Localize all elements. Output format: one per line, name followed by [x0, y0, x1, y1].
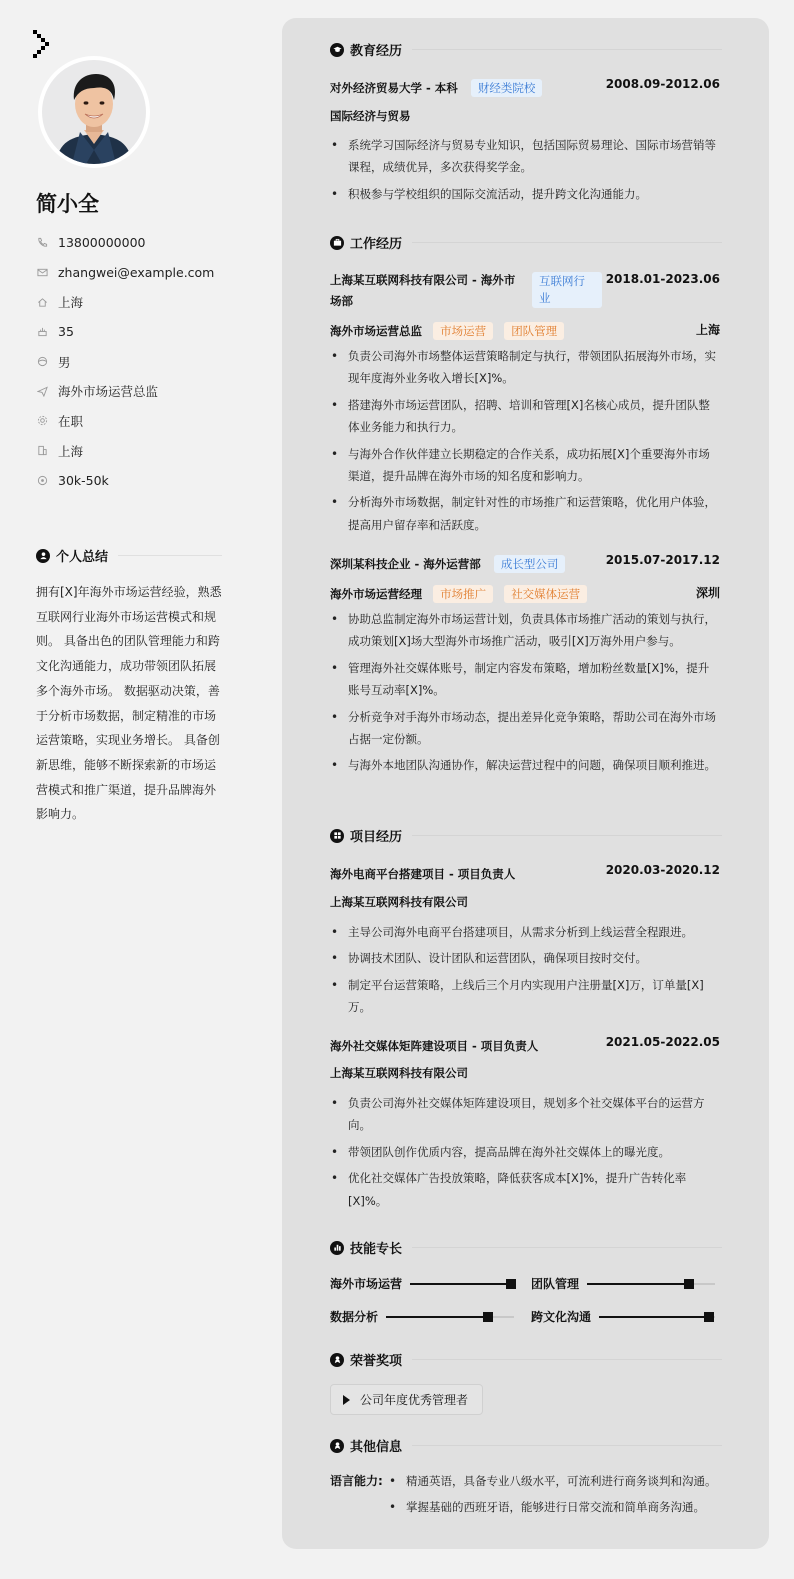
project-org: 上海某互联网科技有限公司	[330, 1066, 468, 1080]
phone-row	[36, 228, 266, 258]
list-item: • 负责公司海外市场整体运营策略制定与执行，带领团队拓展海外市场，实现年度海外业务收入增长[X]%。	[330, 345, 720, 390]
job-role: 海外市场运营经理	[330, 587, 422, 601]
skill-bar	[410, 1283, 516, 1285]
age-value: 35	[58, 324, 74, 340]
avatar	[38, 56, 150, 168]
education-date: 2008.09-2012.06	[605, 77, 720, 91]
divider	[412, 1247, 722, 1248]
list-item: • 精通英语，具备专业八级水平，可流利进行商务谈判和沟通。	[388, 1470, 722, 1492]
skill-bar	[599, 1316, 715, 1318]
avatar-photo	[42, 60, 146, 164]
gender-icon	[36, 356, 48, 368]
job-header	[330, 270, 720, 312]
work-heading	[330, 233, 722, 252]
job-company: 深圳某科技企业 - 海外运营部	[330, 557, 481, 571]
projects-title: 项目经历	[350, 830, 403, 845]
skill-item	[531, 1275, 715, 1292]
skill-item	[330, 1275, 516, 1292]
gender-value: 男	[58, 354, 71, 370]
job-bullets	[330, 608, 720, 781]
skill-item	[531, 1308, 715, 1325]
sidebar	[0, 0, 282, 1579]
info-icon	[330, 1439, 344, 1453]
building-icon	[36, 445, 48, 457]
target-city-row	[36, 436, 266, 466]
email-row	[36, 258, 266, 288]
salary-value: 30k-50k	[58, 472, 109, 488]
awards-title: 荣誉奖项	[350, 1354, 403, 1369]
skill-item	[330, 1308, 514, 1325]
gender-row	[36, 347, 266, 377]
send-icon	[36, 385, 48, 397]
summary-title: 个人总结	[56, 550, 109, 565]
skill-bar-knob	[483, 1312, 493, 1322]
skill-name: 数据分析	[330, 1310, 379, 1324]
job-tag: 互联网行业	[532, 272, 602, 308]
location-value: 上海	[58, 295, 84, 311]
skill-name: 海外市场运营	[330, 1277, 403, 1291]
contact-info	[36, 228, 266, 495]
location-row	[36, 287, 266, 317]
graduation-cap-icon	[330, 43, 344, 57]
job-role-tag: 市场推广	[433, 585, 493, 603]
skill-bar-fill	[599, 1316, 709, 1318]
job-city: 深圳	[695, 586, 720, 600]
list-item: • 负责公司海外社交媒体矩阵建设项目，规划多个社交媒体平台的运营方向。	[330, 1092, 720, 1137]
skill-name: 跨文化沟通	[531, 1310, 592, 1324]
job-date: 2015.07-2017.12	[605, 553, 720, 567]
user-icon	[36, 549, 50, 563]
job-tag: 成长型公司	[494, 555, 566, 573]
other-title: 其他信息	[350, 1440, 403, 1455]
project-header	[330, 1035, 720, 1054]
education-heading	[330, 40, 722, 59]
cake-icon	[36, 326, 48, 338]
bar-chart-icon	[330, 1241, 344, 1255]
job-role-tag: 社交媒体运营	[504, 585, 587, 603]
status-row	[36, 406, 266, 436]
divider	[118, 555, 222, 556]
job-role-row	[330, 583, 720, 603]
skill-bar	[587, 1283, 715, 1285]
skills-heading	[330, 1238, 722, 1257]
job-city: 上海	[695, 323, 720, 337]
job-company: 上海某互联网科技有限公司 - 海外市场部	[330, 273, 516, 308]
skill-bar	[386, 1316, 514, 1318]
skill-bar-fill	[386, 1316, 488, 1318]
education-title: 教育经历	[350, 44, 403, 59]
language-label: 语言能力:	[330, 1474, 383, 1488]
salary-row	[36, 466, 266, 496]
position-row	[36, 376, 266, 406]
skill-bar-fill	[410, 1283, 511, 1285]
project-bullets	[330, 1092, 720, 1216]
divider	[412, 49, 722, 50]
candidate-name: 简小全	[36, 192, 99, 216]
language-info	[330, 1470, 722, 1523]
phone-icon	[36, 237, 48, 249]
home-icon	[36, 296, 48, 308]
list-item: • 优化社交媒体广告投放策略，降低获客成本[X]%，提升广告转化率[X]%。	[330, 1167, 720, 1212]
mail-icon	[36, 267, 48, 279]
project-date: 2021.05-2022.05	[605, 1035, 720, 1049]
job-header	[330, 553, 720, 573]
email-value[interactable]: zhangwei@example.com	[58, 265, 215, 281]
list-item: • 分析竞争对手海外市场动态，提出差异化竞争策略，帮助公司在海外市场占据一定份额。	[330, 706, 720, 751]
coin-icon	[36, 474, 48, 486]
list-item: • 管理海外社交媒体账号，制定内容发布策略，增加粉丝数量[X]%，提升账号互动率[X]%。	[330, 657, 720, 702]
other-heading	[330, 1436, 722, 1455]
project-header	[330, 863, 720, 882]
phone-value: 13800000000	[58, 235, 146, 251]
target-city-value: 上海	[58, 443, 84, 459]
divider	[412, 835, 722, 836]
summary-text: 拥有[X]年海外市场运营经验，熟悉互联网行业海外市场运营模式和规则。 具备出色的团队管理能力和跨文化沟通能力，成功带领团队拓展多个海外市场。 数据驱动决策，善于分析市场数据，制定精准的市场运营策略，实现业务增长。 具备创新思维，能够不断探索新的市场运营模式和推广渠道，提升品牌海外影响力。	[36, 585, 222, 822]
list-item: • 分析海外市场数据，制定针对性的市场推广和运营策略，优化用户体验，提高用户留存率和活跃度。	[330, 491, 720, 536]
job-bullets	[330, 345, 720, 540]
main-panel	[282, 18, 769, 1549]
list-item: • 协调技术团队、设计团队和运营团队，确保项目按时交付。	[330, 947, 720, 969]
awards-heading	[330, 1350, 722, 1369]
list-item: • 协助总监制定海外市场运营计划，负责具体市场推广活动的策划与执行，成功策划[X]场大型海外市场推广活动，吸引[X]万海外用户参与。	[330, 608, 720, 653]
skill-bar-knob	[684, 1279, 694, 1289]
project-date: 2020.03-2020.12	[605, 863, 720, 877]
education-header	[330, 77, 720, 97]
job-date: 2018.01-2023.06	[605, 272, 720, 286]
job-role-row	[330, 320, 720, 340]
age-row	[36, 317, 266, 347]
skill-name: 团队管理	[531, 1277, 580, 1291]
project-bullets	[330, 921, 720, 1023]
project-org: 上海某互联网科技有限公司	[330, 895, 468, 909]
list-item: • 与海外本地团队沟通协作，解决运营过程中的问题，确保项目顺利推进。	[330, 754, 720, 776]
list-item: • 掌握基础的西班牙语，能够进行日常交流和简单商务沟通。	[388, 1496, 722, 1518]
divider	[412, 1445, 722, 1446]
job-role: 海外市场运营总监	[330, 324, 422, 338]
skill-bar-knob	[704, 1312, 714, 1322]
list-item: • 制定平台运营策略，上线后三个月内实现用户注册量[X]万，订单量[X]万。	[330, 974, 720, 1019]
language-bullets	[388, 1470, 722, 1523]
education-bullets	[330, 134, 720, 209]
position-value: 海外市场运营总监	[58, 384, 159, 400]
gear-icon	[36, 415, 48, 427]
list-item: • 积极参与学校组织的国际交流活动，提升跨文化沟通能力。	[330, 183, 720, 205]
skills-title: 技能专长	[350, 1242, 403, 1257]
major: 国际经济与贸易	[330, 109, 411, 123]
award-label: 公司年度优秀管理者	[360, 1393, 469, 1407]
projects-heading	[330, 826, 722, 845]
project-name: 海外社交媒体矩阵建设项目 - 项目负责人	[330, 1039, 539, 1053]
list-item: • 带领团队创作优质内容，提高品牌在海外社交媒体上的曝光度。	[330, 1141, 720, 1163]
project-name: 海外电商平台搭建项目 - 项目负责人	[330, 867, 516, 881]
skill-bar-fill	[587, 1283, 689, 1285]
list-item: • 与海外合作伙伴建立长期稳定的合作关系，成功拓展[X]个重要海外市场渠道，提升品牌在海外市场的知名度和影响力。	[330, 443, 720, 488]
list-item: • 系统学习国际经济与贸易专业知识，包括国际贸易理论、国际市场营销等课程，成绩优异，多次获得奖学金。	[330, 134, 720, 179]
logo-icon	[33, 30, 51, 58]
list-item: • 主导公司海外电商平台搭建项目，从需求分析到上线运营全程跟进。	[330, 921, 720, 943]
school-tag: 财经类院校	[471, 79, 543, 97]
briefcase-icon	[330, 236, 344, 250]
status-value: 在职	[58, 413, 84, 429]
divider	[412, 242, 722, 243]
work-title: 工作经历	[350, 237, 403, 252]
job-role-tag: 团队管理	[504, 322, 564, 340]
skill-bar-knob	[506, 1279, 516, 1289]
list-item: • 搭建海外市场运营团队，招聘、培训和管理[X]名核心成员，提升团队整体业务能力和执行力。	[330, 394, 720, 439]
play-icon	[343, 1395, 350, 1405]
summary-heading	[36, 546, 222, 565]
school-name: 对外经济贸易大学 - 本科	[330, 81, 458, 95]
job-role-tag: 市场运营	[433, 322, 493, 340]
award-icon	[330, 1353, 344, 1367]
divider	[412, 1359, 722, 1360]
award-item[interactable]	[330, 1384, 483, 1415]
grid-icon	[330, 829, 344, 843]
